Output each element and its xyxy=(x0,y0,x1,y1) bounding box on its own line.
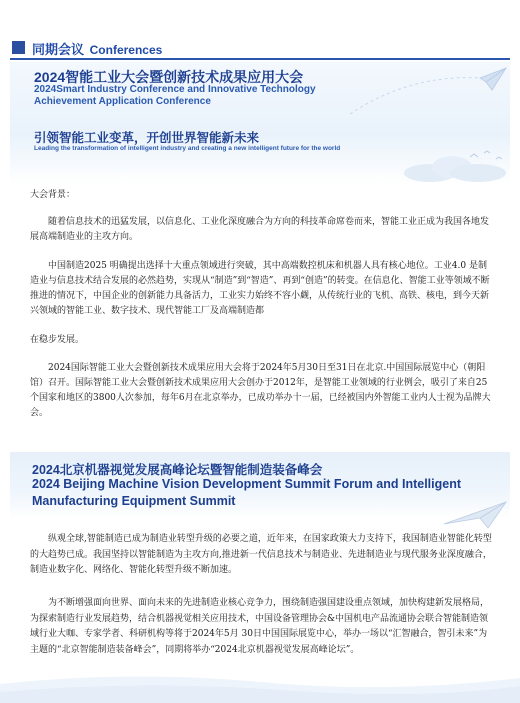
conference2-title-en: 2024 Beijing Machine Vision Development Summit Forum and Intelligent Manufacturing Equipment Summit xyxy=(32,477,462,508)
section-divider xyxy=(10,58,510,60)
conference2-title-cn: 2024北京机器视觉发展高峰论坛暨智能制造装备峰会 xyxy=(32,463,323,477)
section-title-en: Conferences xyxy=(89,43,163,57)
section-title-cn: 同期会议 xyxy=(32,42,85,57)
conference1-title-cn: 2024智能工业大会暨创新技术成果应用大会 xyxy=(34,69,304,85)
conference1-paragraph: 在稳步发展。 xyxy=(30,335,85,345)
conference1-paragraph: 中国制造2025 明确提出选择十大重点领域进行突破，其中高端数控机床和机器人具有核心地位。工业4.0 是制造业与信息技术结合发展的必然趋势，实现从“制造”到“智造”、再到“创造”的转变。在信息化、智能工业等领域不断推进的情况下，中国企业的创新能力具备活力，工业实力始终不容小觑，从传统行业的飞机、高铁、核电，到今天新兴领域的智能工业、数字技术、现代智能工厂及高端制造都 xyxy=(30,261,490,316)
conference1-subtitle-cn: 引领智能工业变革，开创世界智能新未来 xyxy=(34,131,260,145)
conference2-paragraph: 为不断增强面向世界、面向未来的先进制造业核心竞争力，围绕制造强国建设重点领域，加快构建新发展格局，为探索制造行业发展趋势，结合机器视觉相关应用技术，中国设备管理协会&中国机电产品流通协会联合智能制造领域行业大咖、专家学者、科研机构等将于2024年5月 30日中国国际展览中心，举办一场以“汇智融合，智引未来”为主题的“北京智能制造装备峰会”，同期将举办“2024北京机器视觉发展高峰论坛”。 xyxy=(30,598,490,655)
square-bullet-icon xyxy=(12,41,25,54)
section-header xyxy=(10,38,510,58)
conference1-paragraph: 2024国际智能工业大会暨创新技术成果应用大会将于2024年5月30日至31日在北京.中国国际展览中心（朝阳馆）召开。国际智能工业大会暨创新技术成果应用大会创办于2012年，是智能工业领域的行业例会，吸引了来自25个国家和地区的3800人次参加，每年6月在北京举办，已成功举办十一届，已经被国内外智能工业内人士视为品牌大会。 xyxy=(30,363,491,418)
section-title xyxy=(32,39,162,58)
conference1-subtitle-en: Leading the transformation of intelligent industry and creating a new intelligent future for the world xyxy=(34,145,341,152)
decorative-wave xyxy=(0,664,520,703)
conference2-paragraph: 纵观全球,智能制造已成为制造业转型升级的必要之道，近年来，在国家政策大力支持下，我国制造业智能化转型的大趋势已成。我国坚持以智能制造为主攻方向,推进新一代信息技术与制造业、先进制造业与现代服务业深度融合，制造业数字化、网络化、智能化转型升级不断加速。 xyxy=(30,534,492,575)
background-label: 大会背景： xyxy=(30,190,76,200)
conference1-title-en: 2024Smart Industry Conference and Innovative Technology Achievement Application Conference xyxy=(34,84,316,107)
conference1-paragraph: 随着信息技术的迅猛发展，以信息化、工业化深度融合为方向的科技革命席卷而来，智能工业正成为我国各地发展高端制造业的主攻方向。 xyxy=(30,217,490,242)
cloud-icon xyxy=(400,145,510,185)
